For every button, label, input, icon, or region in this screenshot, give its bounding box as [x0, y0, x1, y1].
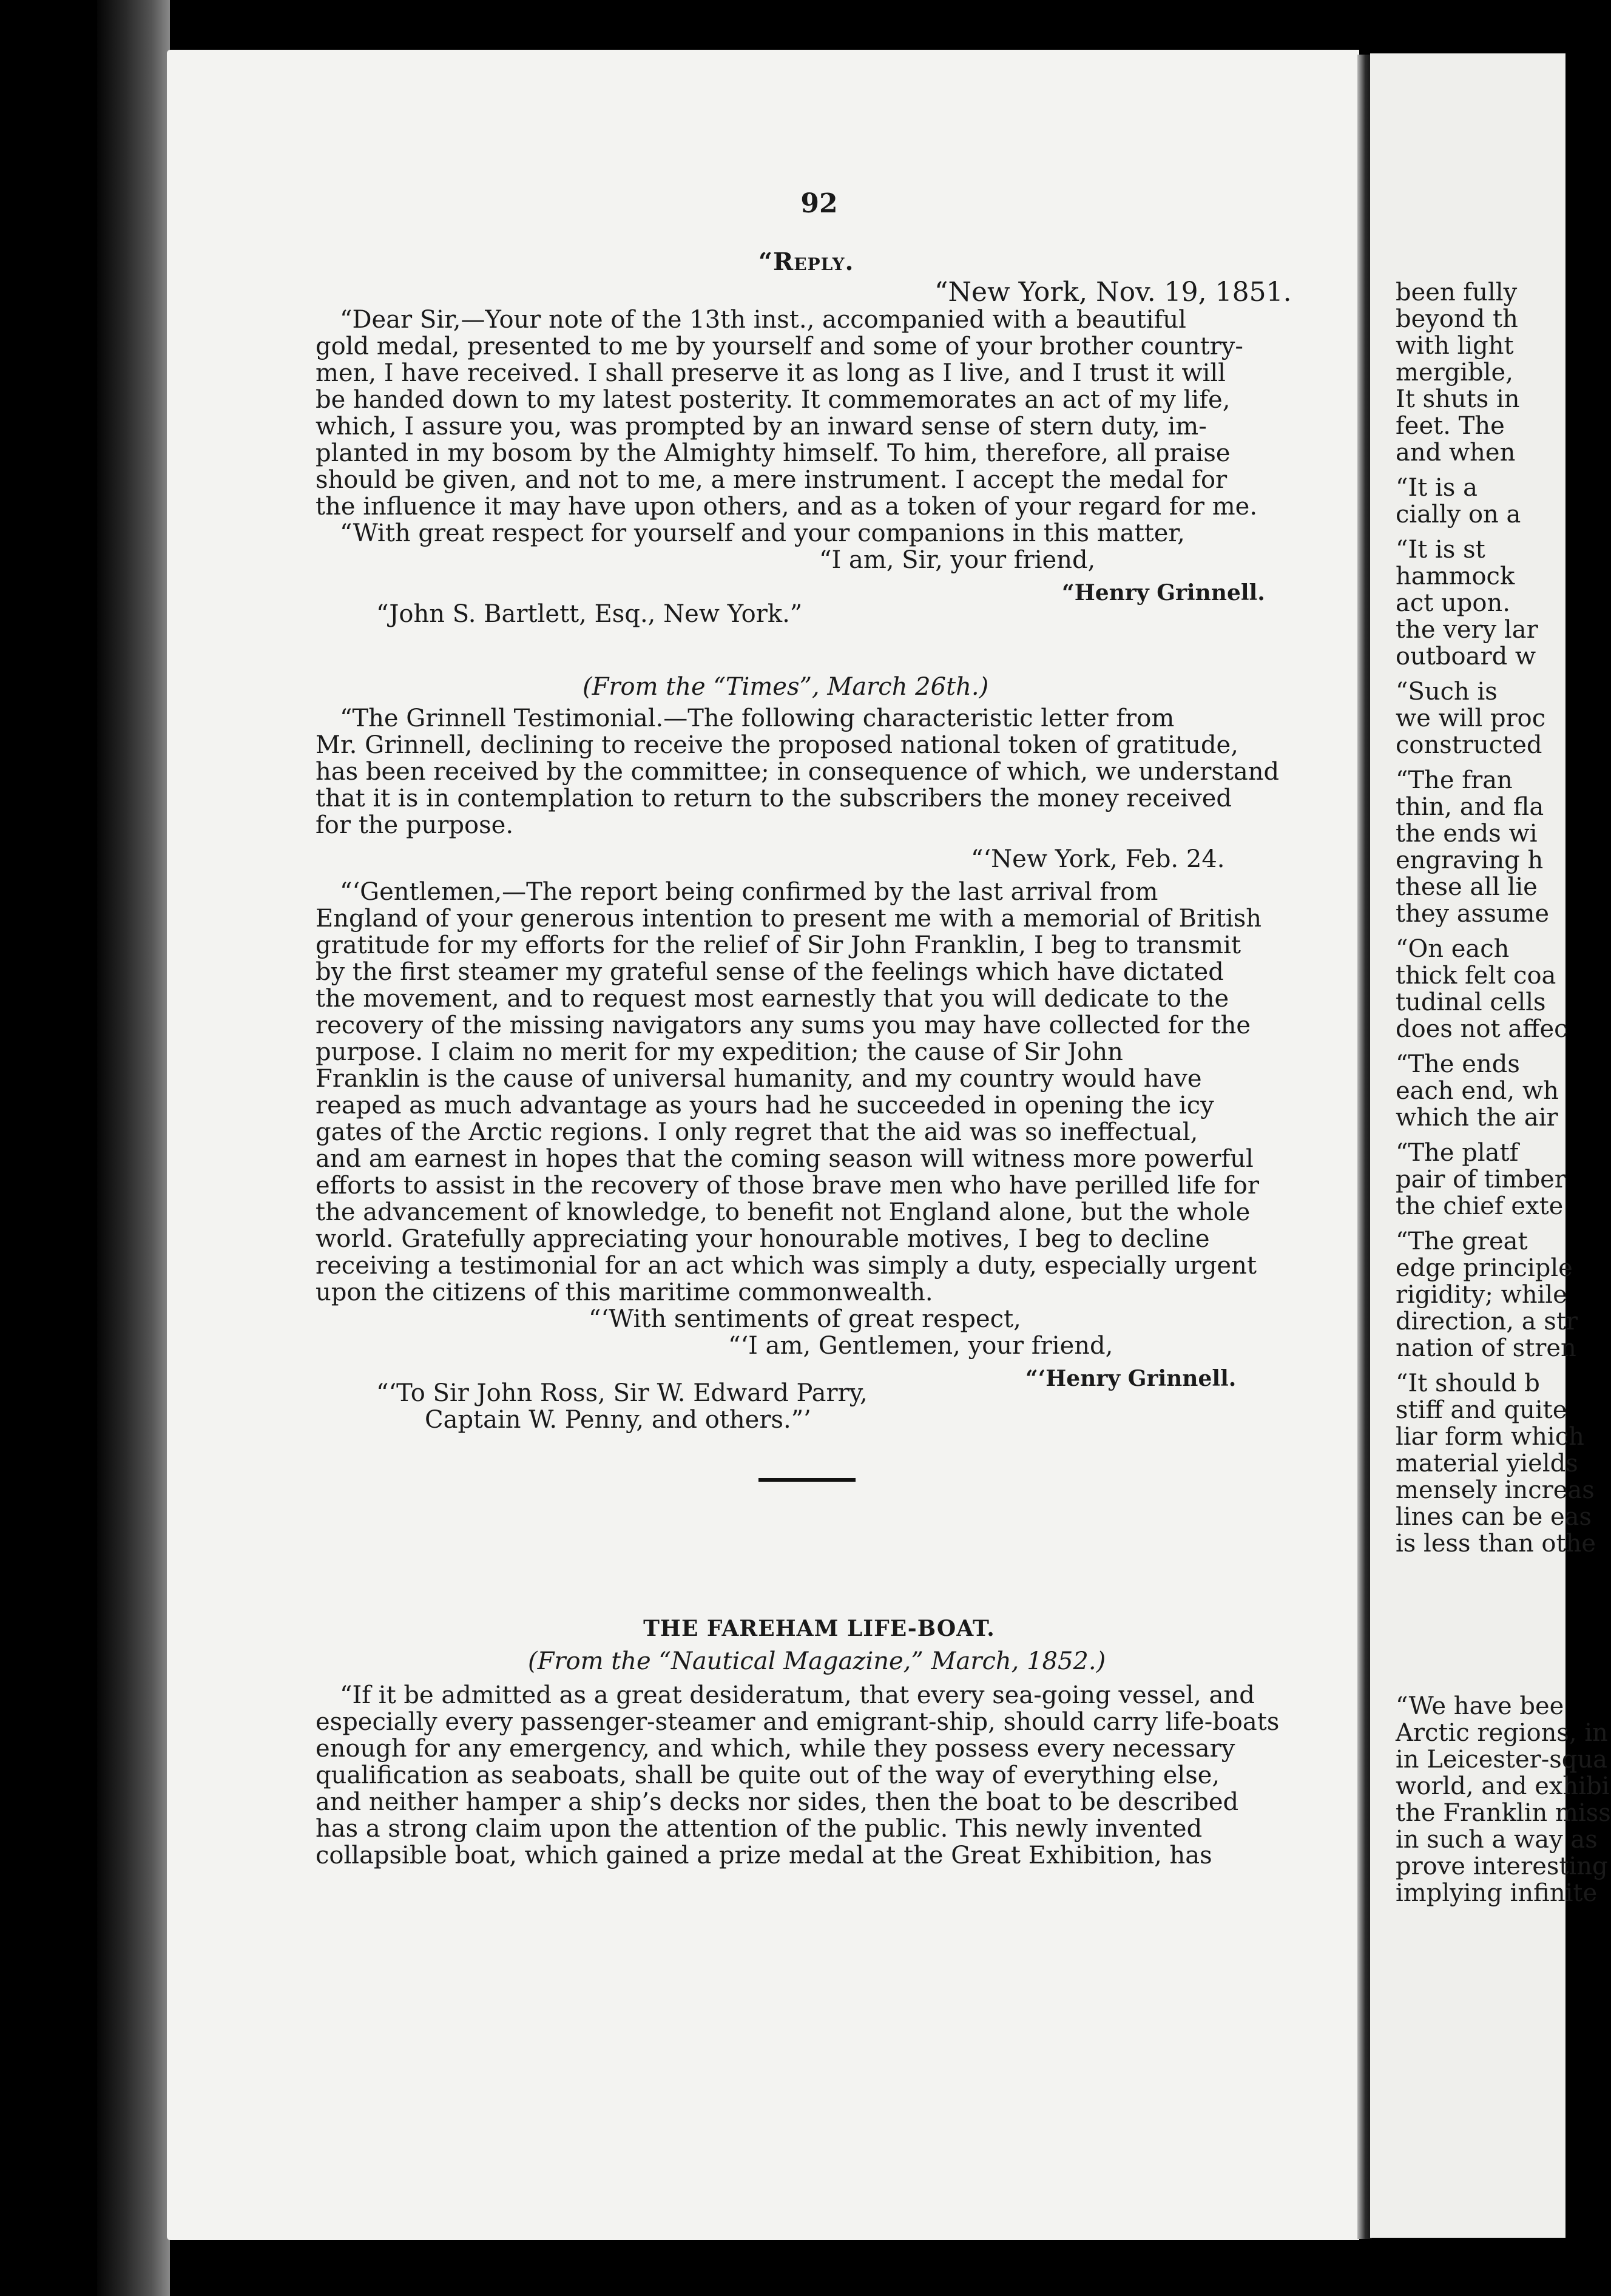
letter-addressee-1: “‘To Sir John Ross, Sir W. Edward Parry, — [376, 1379, 868, 1407]
fareham-line: especially every passenger-steamer and emigrant-ship, should carry life-boats — [316, 1708, 1280, 1736]
times-source: (From the “Times”, March 26th.) — [583, 673, 989, 701]
right-line: material yields — [1396, 1450, 1578, 1477]
reply-line: gold medal, presented to me by yourself and some of your brother country- — [316, 333, 1243, 360]
times-line: has been received by the committee; in consequence of which, we understand — [316, 758, 1280, 786]
letter-line: upon the citizens of this maritime commonwealth. — [316, 1278, 933, 1306]
letter-line: “‘Gentlemen,—The report being confirmed by the last arrival from — [340, 878, 1158, 906]
right-line: Arctic regions, in — [1396, 1719, 1608, 1747]
reply-signature: “Henry Grinnell. — [1062, 580, 1265, 606]
right-line: mensely increas — [1396, 1476, 1595, 1504]
letter-signature: “‘Henry Grinnell. — [1025, 1366, 1237, 1391]
fareham-source: (From the “Nautical Magazine,” March, 1852.) — [528, 1647, 1106, 1675]
right-line: tudinal cells — [1396, 988, 1546, 1016]
right-line: liar form which — [1396, 1423, 1584, 1451]
right-line: thick felt coa — [1396, 962, 1556, 990]
right-line: cially on a — [1396, 501, 1521, 528]
reply-closing: “I am, Sir, your friend, — [819, 546, 1096, 574]
reply-line: the influence it may have upon others, and as a token of your regard for me. — [316, 493, 1258, 521]
letter-line: efforts to assist in the recovery of those brave men who have perilled life for — [316, 1172, 1259, 1200]
letter-line: receiving a testimonial for an act which was simply a duty, especially urgent — [316, 1252, 1257, 1280]
times-line: Mr. Grinnell, declining to receive the proposed national token of gratitude, — [316, 731, 1238, 759]
right-line: direction, a str — [1396, 1308, 1578, 1335]
right-line: the chief exte — [1396, 1192, 1564, 1220]
right-line: been fully — [1396, 279, 1518, 306]
letter-line: by the first steamer my grateful sense of the feelings which have dictated — [316, 958, 1224, 986]
reply-line: be handed down to my latest posterity. It commemorates an act of my life, — [316, 386, 1231, 414]
letter-line: reaped as much advantage as yours had he succeeded in opening the icy — [316, 1092, 1214, 1119]
reply-line: “With great respect for yourself and your companions in this matter, — [340, 519, 1185, 547]
letter-line: gratitude for my efforts for the relief of Sir John Franklin, I beg to transmit — [316, 931, 1241, 959]
right-line: in Leicester-squa — [1396, 1746, 1608, 1774]
letter-line: Franklin is the cause of universal humanity, and my country would have — [316, 1065, 1202, 1093]
page-number: 92 — [800, 188, 838, 219]
times-dateline: “‘New York, Feb. 24. — [971, 845, 1225, 873]
right-line: “Such is — [1396, 678, 1498, 706]
fareham-line: collapsible boat, which gained a prize medal at the Great Exhibition, has — [316, 1842, 1212, 1869]
letter-line: and am earnest in hopes that the coming season will witness more powerful — [316, 1145, 1254, 1173]
right-line: nation of stren — [1396, 1334, 1576, 1362]
fareham-title: THE FAREHAM LIFE-BOAT. — [643, 1616, 995, 1641]
right-line: beyond th — [1396, 305, 1518, 333]
right-line: and when — [1396, 439, 1516, 467]
right-page-content — [1396, 0, 1611, 2296]
right-line: edge principle — [1396, 1254, 1573, 1282]
right-line: lines can be eas — [1396, 1503, 1592, 1531]
letter-line: the movement, and to request most earnestly that you will dedicate to the — [316, 985, 1229, 1013]
right-line: hammock — [1396, 562, 1515, 590]
times-line: that it is in contemplation to return to the subscribers the money received — [316, 785, 1232, 812]
right-line: is less than othe — [1396, 1530, 1596, 1558]
right-line: implying infinite — [1396, 1879, 1598, 1907]
right-line: “It should b — [1396, 1369, 1540, 1397]
right-line: they assume — [1396, 900, 1550, 928]
reply-line: men, I have received. I shall preserve it as long as I live, and I trust it will — [316, 359, 1226, 387]
right-line: the ends wi — [1396, 820, 1538, 848]
right-line: stiff and quite — [1396, 1396, 1567, 1424]
letter-line: world. Gratefully appreciating your honourable motives, I beg to decline — [316, 1225, 1210, 1253]
reply-line: “Dear Sir,—Your note of the 13th inst., accompanied with a beautiful — [340, 306, 1186, 334]
right-line: It shuts in — [1396, 385, 1520, 413]
right-line: “The fran — [1396, 766, 1513, 794]
letter-line: recovery of the missing navigators any sums you may have collected for the — [316, 1011, 1251, 1039]
right-line: “It is a — [1396, 474, 1478, 502]
reply-addressee: “John S. Bartlett, Esq., New York.” — [376, 600, 803, 628]
letter-addressee-2: Captain W. Penny, and others.”’ — [425, 1406, 811, 1434]
right-line: “It is st — [1396, 536, 1485, 564]
right-line: which the air — [1396, 1104, 1558, 1132]
right-line: “On each — [1396, 935, 1510, 963]
reply-line: should be given, and not to me, a mere instrument. I accept the medal for — [316, 466, 1228, 494]
fareham-line: qualification as seaboats, shall be quite out of the way of everything else, — [316, 1761, 1220, 1789]
book-spine — [97, 0, 170, 2296]
right-line: these all lie — [1396, 873, 1538, 901]
right-line: engraving h — [1396, 846, 1544, 874]
right-line: thin, and fla — [1396, 793, 1544, 821]
right-line: feet. The — [1396, 412, 1505, 440]
right-line: act upon. — [1396, 589, 1510, 617]
right-line: we will proc — [1396, 704, 1546, 732]
reply-line: planted in my bosom by the Almighty himself. To him, therefore, all praise — [316, 439, 1231, 467]
letter-line: gates of the Arctic regions. I only regret that the aid was so ineffectual, — [316, 1118, 1198, 1146]
letter-sentiments: “‘With sentiments of great respect, — [589, 1305, 1021, 1333]
right-line: with light — [1396, 332, 1514, 360]
reply-dateline: “New York, Nov. 19, 1851. — [934, 277, 1292, 308]
right-line: world, and exhibi — [1396, 1772, 1610, 1800]
fareham-line: has a strong claim upon the attention of the public. This newly invented — [316, 1815, 1203, 1843]
right-line: “We have bee — [1396, 1692, 1564, 1720]
fareham-line: “If it be admitted as a great desideratum, that every sea-going vessel, and — [340, 1681, 1255, 1709]
letter-line: the advancement of knowledge, to benefit not England alone, but the whole — [316, 1198, 1251, 1226]
times-line: “The Grinnell Testimonial.—The following characteristic letter from — [340, 704, 1175, 732]
right-line: the very lar — [1396, 616, 1538, 644]
letter-line: purpose. I claim no merit for my expedition; the cause of Sir John — [316, 1038, 1123, 1066]
right-line: prove interesting — [1396, 1852, 1608, 1880]
right-line: “The great — [1396, 1227, 1528, 1255]
right-line: in such a way as — [1396, 1826, 1598, 1854]
right-line: constructed — [1396, 731, 1542, 759]
right-line: each end, wh — [1396, 1077, 1559, 1105]
right-line: mergible, — [1396, 359, 1513, 387]
times-line: for the purpose. — [316, 811, 514, 839]
right-line: rigidity; while — [1396, 1281, 1567, 1309]
right-line: pair of timber — [1396, 1166, 1566, 1194]
right-line: does not affec — [1396, 1015, 1568, 1043]
right-line: “The platf — [1396, 1139, 1519, 1167]
reply-heading: “Reply. — [758, 248, 854, 276]
letter-closing: “‘I am, Gentlemen, your friend, — [728, 1332, 1113, 1360]
right-line: “The ends — [1396, 1050, 1520, 1078]
letter-line: England of your generous intention to present me with a memorial of British — [316, 905, 1262, 933]
right-line: the Franklin miss — [1396, 1799, 1611, 1827]
right-line: outboard w — [1396, 643, 1536, 670]
fareham-line: and neither hamper a ship’s decks nor sides, then the boat to be described — [316, 1788, 1239, 1816]
section-divider — [758, 1478, 856, 1482]
fareham-line: enough for any emergency, and which, while they possess every necessary — [316, 1735, 1235, 1763]
reply-line: which, I assure you, was prompted by an inward sense of stern duty, im- — [316, 413, 1207, 441]
